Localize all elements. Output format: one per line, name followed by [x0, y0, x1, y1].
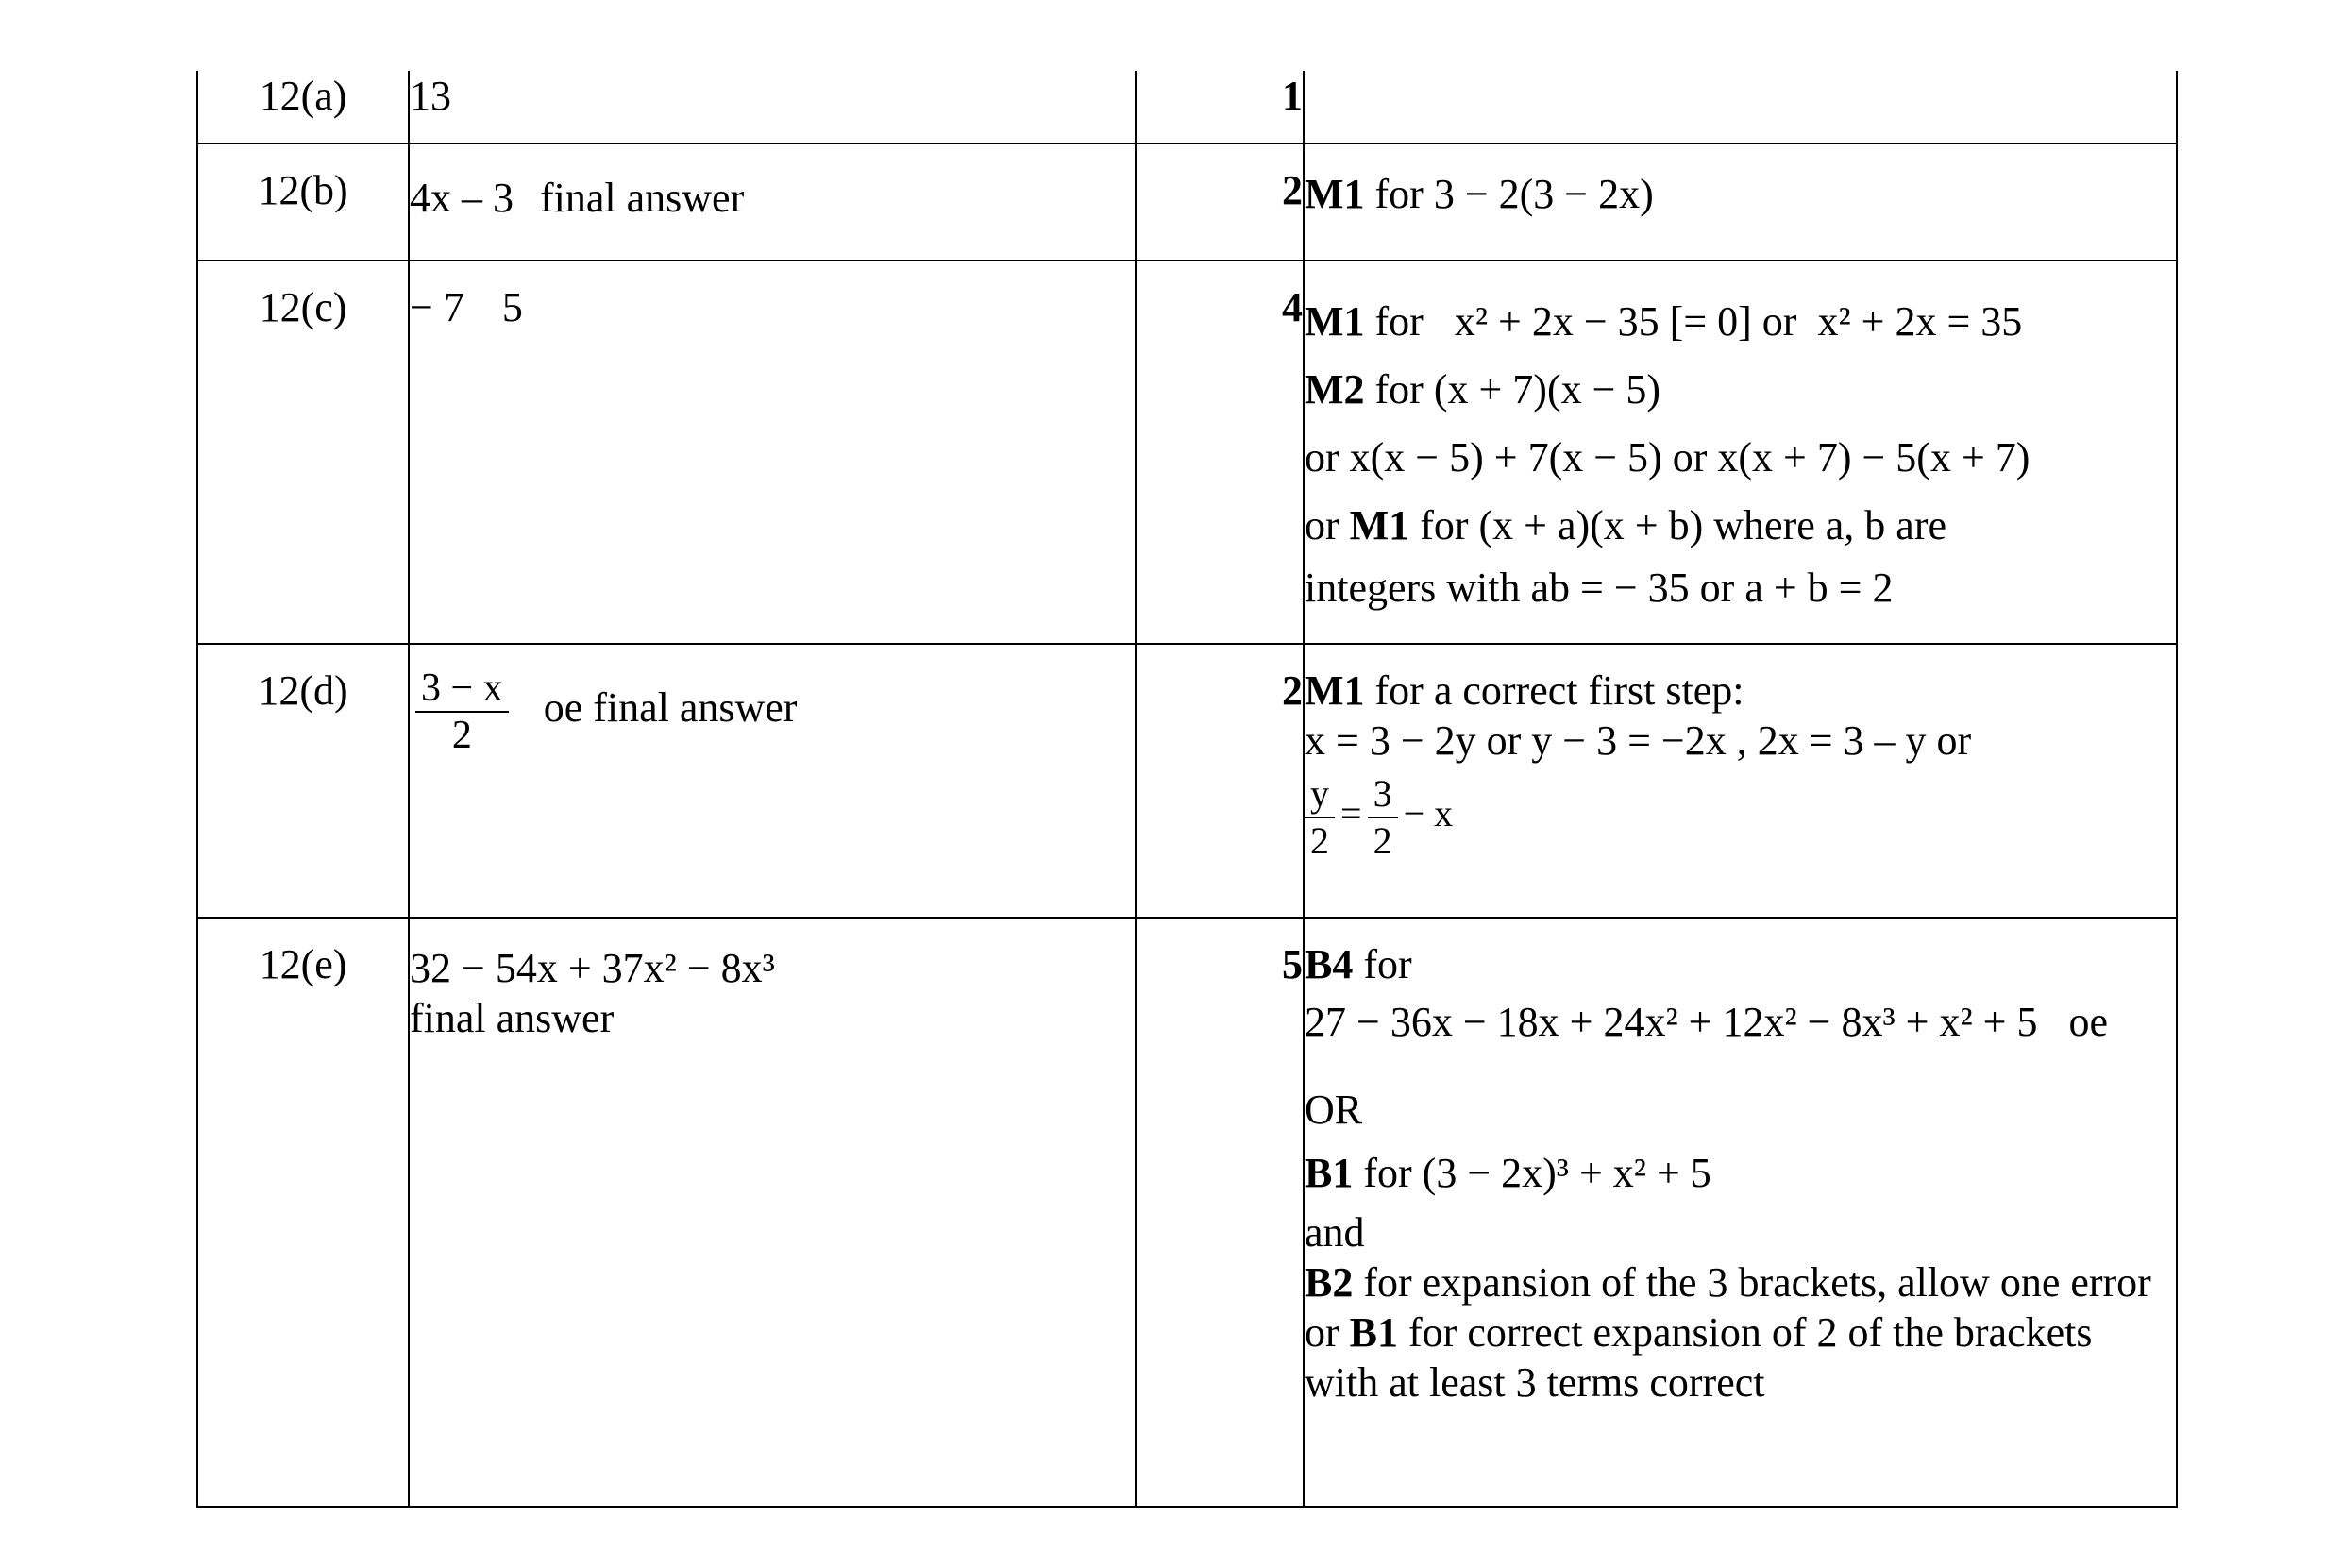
guidance-line: [1305, 666, 2176, 716]
guidance-line: [1305, 424, 2176, 492]
guidance-fraction: [1305, 771, 1335, 864]
answer-text: 13: [410, 73, 451, 119]
guidance-text: for: [1363, 1150, 1412, 1196]
question-cell: [197, 143, 409, 261]
marks-value: 5: [1282, 941, 1303, 987]
answer-expression: 32 − 54x + 37x² − 8x³: [410, 945, 775, 991]
mark-code: M1: [1349, 502, 1410, 548]
guidance-cell: [1304, 261, 2177, 644]
answer-cell: [409, 644, 1136, 918]
guidance-line: [1305, 716, 2176, 766]
guidance-text: for correct expansion of 2 of the brackets with at least 3 terms correct: [1305, 1309, 2093, 1406]
marks-value: 1: [1282, 73, 1303, 119]
guidance-text: integers with ab = − 35 or a + b = 2: [1305, 565, 1894, 611]
guidance-line: [1305, 939, 2176, 989]
guidance-expression: 3 − 2(3 − 2x): [1433, 171, 1654, 217]
guidance-expression: (3 − 2x)³ + x² + 5: [1422, 1150, 1711, 1196]
guidance-text: for: [1374, 366, 1424, 413]
guidance-text: =: [1340, 792, 1362, 835]
question-cell: [197, 918, 409, 1507]
table-row: [197, 143, 2177, 261]
marks-cell: [1136, 918, 1304, 1507]
guidance-expression: x² + 2x = 35: [1817, 298, 2023, 345]
guidance-line: [1305, 492, 2176, 560]
guidance-text: where a, b are: [1713, 502, 1947, 548]
mark-code: B4: [1305, 941, 1354, 987]
guidance-text: or: [1761, 298, 1797, 345]
fraction-numerator: y: [1305, 771, 1335, 818]
marks-cell: [1136, 71, 1304, 143]
guidance-text: for: [1374, 171, 1424, 217]
guidance-expression: x² + 2x − 35 [= 0]: [1454, 298, 1752, 345]
marks-cell: [1136, 644, 1304, 918]
answer-note: final answer: [410, 995, 615, 1041]
answer-cell: [409, 261, 1136, 644]
guidance-expression: x(x − 5) + 7(x − 5): [1349, 434, 1662, 481]
marks-value: 2: [1282, 167, 1303, 213]
guidance-expression: − x: [1403, 792, 1454, 835]
question-cell: [197, 71, 409, 143]
answer-value: − 7: [410, 284, 464, 330]
guidance-expression: (x + a)(x + b): [1478, 502, 1704, 548]
guidance-text: or: [1305, 1309, 1339, 1356]
guidance-line: [1305, 1148, 2176, 1198]
guidance-line: [1305, 288, 2176, 356]
answer-value: 5: [501, 284, 523, 330]
fraction-denominator: 2: [1310, 819, 1329, 862]
question-label: 12(b): [258, 167, 348, 213]
guidance-text: for: [1374, 298, 1424, 345]
guidance-cell: [1304, 71, 2177, 143]
mark-code: M2: [1305, 366, 1365, 413]
question-cell: [197, 644, 409, 918]
guidance-expression: 27 − 36x − 18x + 24x² + 12x² − 8x³ + x² + 5: [1305, 999, 2038, 1045]
question-label: 12(e): [259, 941, 347, 987]
question-label: 12(d): [258, 667, 348, 714]
answer-fraction: [415, 666, 509, 758]
table-row: [197, 918, 2177, 1507]
answer-expression: 4x – 3: [410, 175, 514, 221]
guidance-line: [1305, 1257, 2176, 1307]
answer-cell: [409, 918, 1136, 1507]
guidance-fraction: [1368, 771, 1398, 864]
mark-scheme-table: [196, 71, 2178, 1508]
fraction-numerator: 3 − x: [415, 666, 509, 713]
marks-value: 4: [1282, 284, 1303, 330]
mark-code: B2: [1305, 1259, 1354, 1306]
guidance-text: for: [1363, 941, 1412, 987]
guidance-line: [1305, 997, 2176, 1047]
question-cell: [197, 261, 409, 644]
mark-code: B1: [1305, 1150, 1354, 1196]
answer-cell: [409, 71, 1136, 143]
answer-note: final answer: [540, 175, 745, 221]
guidance-text: and: [1305, 1209, 1365, 1256]
guidance-text: or: [1305, 502, 1339, 548]
guidance-expression: (x + 7)(x − 5): [1433, 366, 1661, 413]
guidance-line: [1305, 1307, 2176, 1408]
mark-code: M1: [1305, 667, 1365, 714]
guidance-line: [1305, 771, 2176, 864]
guidance-expression: x(x + 7) − 5(x + 7): [1717, 434, 2030, 481]
mark-code: B1: [1349, 1309, 1399, 1356]
fraction-numerator: 3: [1368, 771, 1398, 818]
guidance-line: [1305, 356, 2176, 424]
mark-code: M1: [1305, 171, 1365, 217]
question-label: 12(c): [259, 284, 347, 330]
guidance-cell: [1304, 918, 2177, 1507]
guidance-text: OR: [1305, 1087, 1363, 1133]
guidance-text: for: [1420, 502, 1469, 548]
guidance-cell: [1304, 143, 2177, 261]
guidance-expression: x = 3 − 2y or y − 3 = −2x , 2x = 3 – y or: [1305, 717, 1972, 764]
fraction-denominator: 2: [1373, 819, 1392, 862]
answer-cell: [409, 143, 1136, 261]
guidance-cell: [1304, 644, 2177, 918]
marks-cell: [1136, 143, 1304, 261]
marks-value: 2: [1282, 667, 1303, 714]
guidance-text: for a correct first step:: [1374, 667, 1744, 714]
question-label: 12(a): [259, 73, 347, 119]
table-row: [197, 71, 2177, 143]
fraction-denominator: 2: [451, 714, 472, 757]
answer-note: oe final answer: [543, 684, 798, 732]
guidance-line: [1305, 560, 2176, 616]
table-row: [197, 644, 2177, 918]
mark-code: M1: [1305, 298, 1365, 345]
guidance-text: for expansion of the 3 brackets, allow one error: [1363, 1259, 2151, 1306]
guidance-text: or: [1672, 434, 1708, 481]
guidance-text: or: [1305, 434, 1339, 481]
guidance-text: oe: [2068, 999, 2108, 1045]
table-row: [197, 261, 2177, 644]
marks-cell: [1136, 261, 1304, 644]
